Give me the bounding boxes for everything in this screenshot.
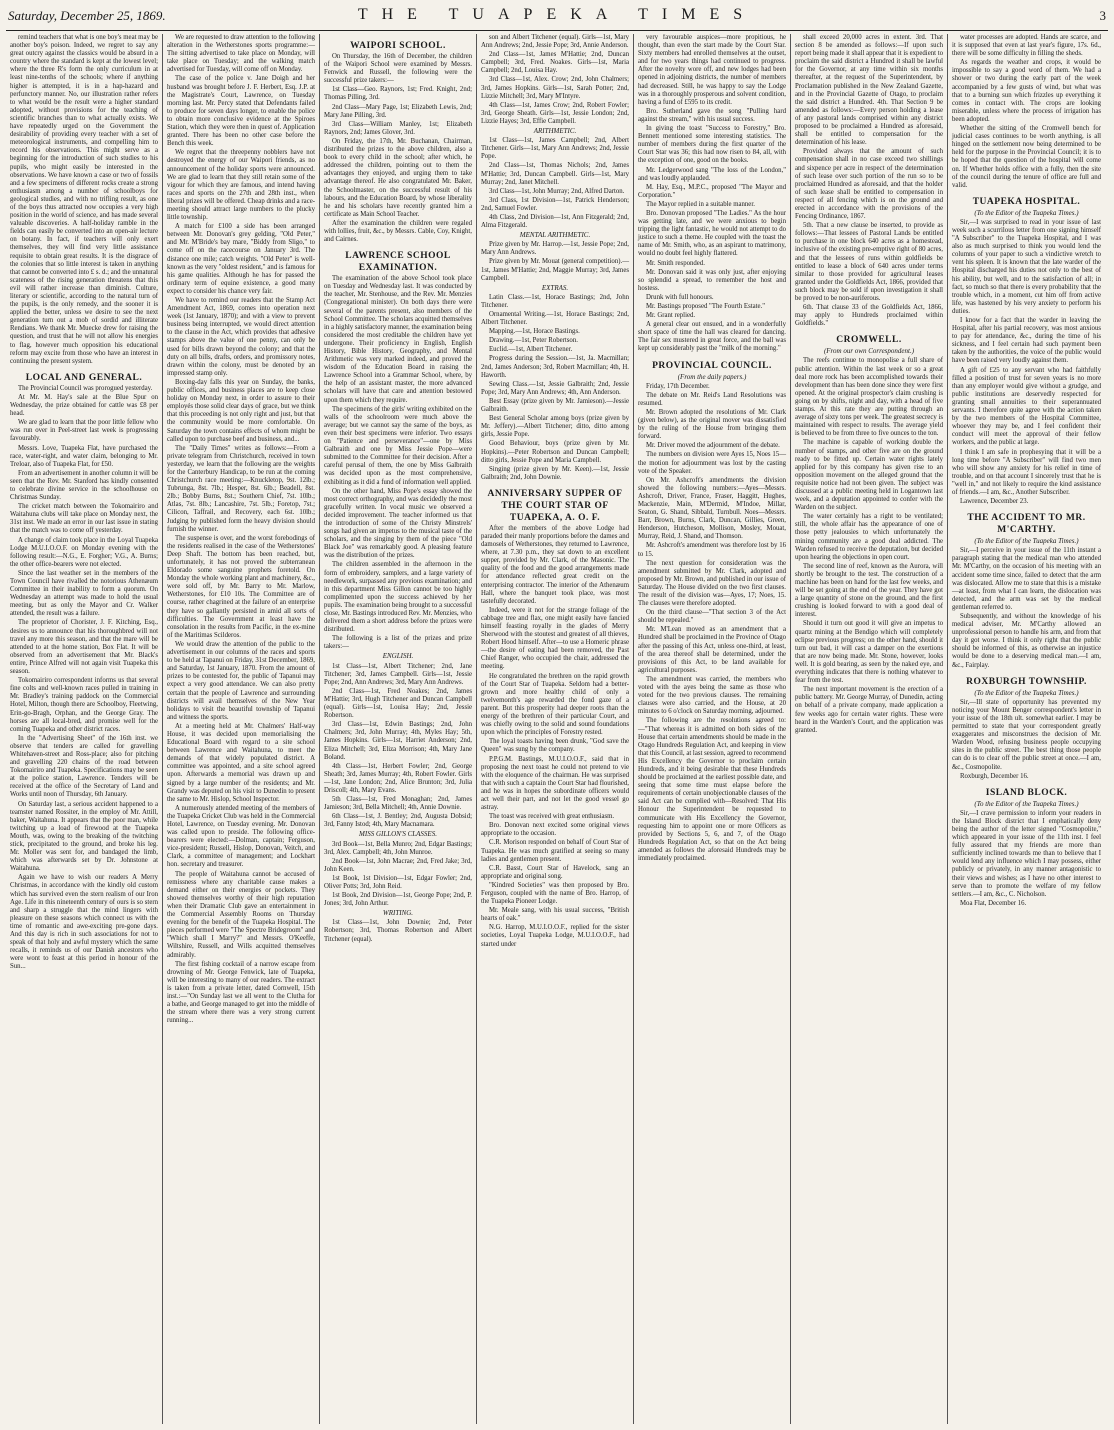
masthead-rule <box>6 30 1108 31</box>
article-paragraph: 6th. That clause 33 of the Goldfields Act, 1866, may apply to Hundreds proclaimed within Goldfields." <box>795 304 943 328</box>
article-paragraph: At Mr. M. Hay's sale at the Blue Spur on Wednesday, the prize obtained for cattle was £8 per head. <box>10 393 158 418</box>
article-paragraph: Sir,—I was surprised to read in your issue of last week such a scurrilous letter from one signing himself "A Subscriber" to the Tuapeka Hospital, and I was also as much surprised to think you would lend the columns of your paper to such a vindictive wretch to vent his spleen. It is known that the late warder of the Hospital discharged his duties not only to the best of his ability, but well, and to the satisfaction of all; in fact, so much so that there is every probability that the trouble which, in a moment, cut him off from active life, was hastened by his very anxiety to perform his duties. <box>952 218 1101 315</box>
article-paragraph: Mr. Donovan said it was only just, after enjoying so splendid a spread, to remember the host and hostess. <box>638 268 786 292</box>
column-5 <box>634 34 791 1424</box>
article-paragraph: Good Behaviour, boys (prize given by Mr. Hopkins).—Peter Robertson and Duncan Campbell; ditto girls, Jessie Pope and Maria Campbell. <box>481 440 629 464</box>
article-paragraph: On Friday, the 17th, Mr. Buchanan, Chairman, distributed the prizes to the above children, also a book to every child in the school; after which, he addressed the children, pointing out to them the advantages they enjoyed, and urging them to take advantage thereof. He also congratulated Mr. Baker, the Schoolmaster, on the successful result of his labours, and the Education Board, by whose liberality he and his scholars have recently granted him a certificate as Main School Teacher. <box>324 137 472 218</box>
article-paragraph: At a meeting held at Mr. Chalmers' Half-way House, it was decided upon memorialising the Educational Board with regard to a site school between Lawrence and Waitahuna, to meet the demands of that widely populated district. A committee was appointed, and a site school agreed upon. Afterwards a memorial was drawn up and signed by a large number of the residents; and Mr. Grandy was deputed on his visit to Dunedin to present the same to Mr. Hislop, School Inspector. <box>167 722 315 803</box>
article-paragraph: In the "Advertising Sheet" of the 16th inst. we observe that tenders are called for gravelling Whitehaven-street and Ross-place; also for pitching and gravelling 220 chains of the road between Tokomairiro and Tuapeka. Specifications may be seen at the police station, Lawrence. Tenders will be received at the office of the Secretary of Land and Works until noon of Thursday, 6th January. <box>10 734 158 799</box>
article-paragraph: Since the last weather set in the members of the Town Council have rivalled the notorious Athenæum Committee in their inability to form a quorum. On Wednesday an attempt was made to hold the usual meeting, but as only the Mayor and Cr. Walker attended, the result was a failure. <box>10 569 158 618</box>
article-paragraph: Sir,—I perceive in your issue of the 11th instant a paragraph stating that the medical man who attended Mr. M'Carthy, on the occasion of his meeting with an accident some time since, failed to detect that the arm was dislocated. Allow me to state that this is a mistake—at least, from what I can learn, the dislocation was detected, and the arm was set by the medical gentleman referred to. <box>952 547 1101 611</box>
article-paragraph: The second line of reef, known as the Aurora, will shortly be brought to the test. The construction of a machine has been on hand for the last few weeks, and will be set going at the end of the year. They have got a large quantity of stone on the ground, and the first crushing is looked forward to with a good deal of interest. <box>795 562 943 619</box>
article-paragraph: 2nd Book—1st, John Macrae; 2nd, Fred Jake; 3rd, John Keen. <box>324 857 472 873</box>
article-paragraph: Singing (prize given by Mr. Keen).—1st, Jessie Galbraith; 2nd, John Downie. <box>481 465 629 481</box>
article-subhead: (To the Editor of the Tuapeka Times.) <box>974 537 1079 546</box>
article-paragraph: Friday, 17th December. <box>646 382 710 390</box>
article-paragraph: 2nd Class—Mary Page, 1st; Elizabeth Lewis, 2nd; Mary Jane Pilling, 3rd. <box>324 103 472 119</box>
article-paragraph: Ornamental Writing.—1st, Horace Bastings; 2nd, Albert Titchener. <box>481 311 629 327</box>
article-paragraph: Prize given by Mr. Harrop.—1st, Jessie Pope; 2nd, Mary Ann Andrews. <box>481 241 629 257</box>
article-paragraph: 3rd Class—1st, Edwin Bastings; 2nd, John Chalmers; 3rd, John Murray; 4th, Myles Hay; 5th, James Hopkins. Girls—1st, Harriet Anderson; 2nd, Eliza Mitchell; 3rd, Eliza Morrison; 4th, Mary Jane Boland. <box>324 721 472 761</box>
article-paragraph: 4th Class—1st, Herbert Fowler; 2nd, George Sheath; 3rd, James Murray; 4th, Robert Fowler. Girls—1st, Jane London; 2nd, Alice Brunton; 3rd, Julia Driscoll; 4th, Mary Evans. <box>324 762 472 794</box>
article-paragraph: Mr. Meale sang, with his usual success, "British hearts of oak." <box>481 907 629 923</box>
article-paragraph: 1st Class—1st, James Campbell; 2nd, Albert Titchener. Girls—1st, Mary Ann Andrews; 2nd, Jessie Pope. <box>481 137 629 161</box>
article-paragraph: The following is a list of the prizes and prize takers:— <box>324 635 472 651</box>
article-paragraph: The people of Waitahuna cannot be accused of remissness where any charitable cause makes a demand either on their energies or pockets. They showed themselves worthy of their high reputation when their Dramatic Club gave an entertainment in the Commercial Assembly Rooms on Thursday evening for the benefit of the Tuapeka Hospital. The pieces performed were "The Spectre Bridegroom" and "Which shall I Marry?" and Messrs. O'Keeffe, Wiltshire, Russell, and Wills acquitted themselves admirably. <box>167 870 315 959</box>
article-paragraph: Tokomairiro correspondent informs us that several fine colts and well-known races pulled in training in Mr. Bradley's training paddock on the Commercial Hotel, Milton, though there are Schoolboy, Fleetwing, Erin-go-Bragh, Orphan, and the George Gray. The horses are all local-bred, and promise well for the coming Tuapeka and other district races. <box>10 677 158 733</box>
article-paragraph: A general clear out ensued, and in a wonderfully short space of time the hall was cleared for dancing. The fair sex mustered in great force, and the ball was kept up considerably past the "milk of the morning." <box>638 321 786 353</box>
article-paragraph: From an advertisement in another column it will be seen that the Rev. Mr. Stanford has kindly consented to celebrate divine service in the schoolhouse on Christmas Sunday. <box>10 469 158 502</box>
article-subhead: ARITHMETIC. <box>533 127 577 136</box>
article-paragraph: The "Daily Times" writes as follows:—From a private telegram from Christchurch, received in town yesterday, we learn that the following are the weights for the Canterbury Handicap, to be run at the coming Christchurch race meeting:—Knuckletop, 9st. 12lb.; Tubrunga, 8st. 7lb.; Hesper, 8st. 6lb.; Beadell, 8st. 2lb.; Bobby Burns, 8st.; Southern Chief, 7st. 10lb.; Atlas, 7st. 8lb.; Lancashire, 7st. 5lb.; Foretop, 7st.; Cilicon, Taffrail, and Recovery, each 6st. 10lb.; Judging by published form the heavy division should furnish the winner. <box>167 444 315 533</box>
article-paragraph: Latin Class.—1st, Horace Bastings; 2nd, John Titchener. <box>481 293 629 309</box>
article-subhead: (To the Editor of the Tuapeka Times.) <box>974 799 1079 808</box>
article-paragraph: The following are the resolutions agreed to:—"That whereas it is admitted on both sides of the House that certain amendments should be made in the Otago Hundreds Regulation Act, and keeping in view that this Council, at last session, agreed to recommend His Excellency the Governor to proclaim certain Hundreds, and it being desirable that these Hundreds should be proclaimed at the earliest possible date, and seeing that some time must elapse before the requirements of certain unobjectionable clauses of the said Act can be complied with—Resolved: That His Honour the Superintendent be requested to communicate with His Excellency the Governor, requesting him to appoint one or more Officers as provided by Sections 5, 6, and 7, of the Otago Hundreds Regulation Act, so that on the Act being amended as follows the aforesaid Hundreds may be immediately proclaimed. <box>638 717 786 862</box>
article-subhead: ENGLISH. <box>382 652 414 661</box>
article-paragraph: A change of claim took place in the Loyal Tuapeka Lodge M.U.I.O.O.F. on Monday evening with the following result:—N.G., E. Forgher; V.G., A. Burns; the other office-bearers were not elected. <box>10 536 158 568</box>
article-paragraph: The suspense is over, and the worst forebodings of the residents realised in the case of the Wetherstones' Deep Shaft. The bottom has been reached, but, unfortunately, it has not proved the subterranean Eldorado some sanguine prophets foretold. On Monday the whole working plant and machinery, &c., were sold off, by Mr. Barry to Mr. Marlow, Wetherstones, for £10 10s. The Committee are of course, rather chagrined at the failure of an enterprise they have so gallantly persisted in amid all sorts of difficulties. The Government at least have the consolation in the results from Pacific, in the ex-mine of the Maritimas Scilderos. <box>167 534 315 639</box>
article-paragraph: 1st Class—1st, Albert Titchener; 2nd, Jane Titchener; 3rd, James Campbell. Girls—1st, Jessie Pope; 2nd, Ann Andrews; 3rd, Mary Ann Andrews. <box>324 662 472 686</box>
article-paragraph: Provided always that the amount of such compensation shall in no case exceed two shillings and sixpence per acre in respect of the determination of such lease over such portion of the run so to be proclaimed Hundred as aforesaid, and that the holder of such lease shall be entitled to compensation in respect of all fencing which is on the ground and erected in accordance with the provisions of the Fencing Ordinance, 1867. <box>795 148 943 221</box>
article-paragraph: The Provincial Council was prorogued yesterday. <box>18 384 153 392</box>
article-paragraph: water processes are adopted. Hands are scarce, and it is supposed that even at last year's figure, 17s. 6d., there will be some difficulty in filling the sheds. <box>952 34 1101 58</box>
issue-date: Saturday, December 25, 1869. <box>8 8 166 23</box>
article-paragraph: On Thursday, the 16th of December, the children of the Waipori School were examined by Messrs. Fenwick and Russell, the following were the successful prize takers:— <box>324 53 472 85</box>
masthead <box>0 6 1114 28</box>
article-paragraph: 6th Class—1st, J. Bentley; 2nd, Augusta Dobsid; 3rd, Fanny Istod; 4th, Mary Macnamara. <box>324 813 472 829</box>
article-paragraph: Roxburgh, December 16. <box>960 772 1029 780</box>
article-paragraph: M. Hay, Esq., M.P.C., proposed "The Mayor and Corporation." <box>638 183 786 199</box>
article-paragraph: Drawing.—1st, Peter Robertson. <box>489 337 578 345</box>
article-paragraph: Prize given by Mr. Mouat (general competition).—1st, James M'Hattie; 2nd, Maggie Murray; 3rd, James Campbell. <box>481 258 629 282</box>
article-paragraph: Best General Scholar among boys (prize given by Mr. Jeffery).—Albert Titchener; ditto, ditto among girls, Jessie Pope. <box>481 415 629 439</box>
article-headline: LOCAL AND GENERAL. <box>25 372 143 383</box>
article-paragraph: We are requested to draw attention to the following alteration in the Wetherstones sports programme:—The sitting advertised to take place on Monday, will take place on Tuesday; and the walking match advertised for Tuesday, will come off on Monday. <box>167 34 315 74</box>
article-subhead: (To the Editor of the Tuapeka Times.) <box>974 208 1079 217</box>
article-paragraph: Mr. Brown adopted the resolutions of Mr. Clark (given below), as the original mover was dissatisfied by the ruling of the House from bringing them forward. <box>638 408 786 441</box>
article-paragraph: Euclid.—1st, Albert Titchener. <box>489 346 573 354</box>
article-paragraph: remind teachers that what is one boy's meat may be another boy's poison. Indeed, we regret to say any great outcry against the classics would be absurd in a country where the standard is kept at the lowest level; where the three R's form the only curriculum in at least nine-tenths of the schools; where if anything higher is attempted, it is in a hap-hazard and perfunctory manner. No, our illustration rather refers to what would be the result were a higher standard adopted, without provisions for the teaching of scientific branches than to what actually exists. We have repeatedly urged on the Government the desirability of providing every teacher with a set of meteorological instruments, and compelling him to record his observations. This might serve as a beginning for the introduction of such studies to his pupils, who might easily be interested in the observations. We have known a case or two of fossils and a few specimens of different rocks create a strong enthusiasm among a number of schoolboys for geological studies, and with no trifling result, as one of the boys thus attracted now occupies a very high position in the world of science, and has made several valuable discoveries. A half-holiday ramble in the fields can easily be converted into an open-air lecture on botany. In fact, if teachers will only exert themselves, they will find very little assistance requisite to obtain great results. It is the disgrace of the colonies that so little interest is taken in anything that cannot be converted into £ s. d.; and the unnatural scateness of the rising generation threatens that this evil will rather increase than diminish. Culture, literary or scientific, according to the natural turn of the pupils, is the only remedy, and the sooner it is applied the better, unless we desire to see the next generation turn out a mob of sordid and illiterate Rendians. We thank Mr. Muecke drew for raising the question, and trust that he will not allow his energies to flag, however much opposition his educational reform may excite from those who have an interest in continuing the present system. <box>10 34 158 365</box>
article-subhead: (From the daily papers.) <box>677 372 747 381</box>
article-headline: ROXBURGH TOWNSHIP. <box>966 676 1087 687</box>
article-paragraph: The machine is capable of working double the number of stamps, and other five are on the ground ready to be fitted up. Certain water rights lately applied for by this company has given rise to an opposition movement on the alleged ground that the requisite notice had not been given. The subject was discussed at a public meeting held in Logantown last week, and a deputation appointed to confer with the Warden on the subject. <box>795 439 943 512</box>
article-paragraph: Subsequently, and without the knowledge of his medical adviser, Mr. M'Carthy allowed an unprofessional person to handle his arm, and from that day it got worse. I think it only right that the public should be informed of this, as otherwise an injustice would be done to a deserving medical man.—I am, &c., Fairplay. <box>952 613 1101 669</box>
column-3 <box>320 34 477 1424</box>
article-paragraph: A gift of £25 to any servant who had faithfully filled a position of trust for seven years is no more than any employer would give without a grudge, and public institutions are deservedly respected for granting small annuities to their superannuated servants. I therefore quite agree with the action taken by the two members of the Hospital Committee, whoever they may be, and I feel confident their conduct will meet the approval of their fellow workers, and the public at large. <box>952 366 1101 447</box>
article-subhead: MENTAL ARITHMETIC. <box>519 231 591 240</box>
article-paragraph: The examination of the above School took place on Tuesday and Wednesday last. It was conducted by the teacher, Mr. Stenhouse, and the Rev. Mr. Menzies (Congregational minister). On both days there were several of the parents present, also members of the School Committee. The scholars acquitted themselves in a highly satisfactory manner, the examination being considered the most creditable the children have yet undergone. Their proficiency in English, English History, Bible History, Geography, and Mental Arithmetic was very marked indeed, and proved the wisdom of the Education Board in raising the Lawrence School into a Grammar School, where, by the help of an assistant master, the more advanced scholars will have that care and attention bestowed upon them which they require. <box>324 275 472 404</box>
article-paragraph: 3rd Class—William Manley, 1st; Elizabeth Raynors, 2nd; James Glover, 3rd. <box>324 120 472 136</box>
article-subhead: EXTRAS. <box>541 283 569 292</box>
article-paragraph: The numbers on division were Ayes 15, Noes 15—the motion for adjournment was lost by the casting vote of the Speaker. <box>638 451 786 475</box>
article-paragraph: 1st Class—Geo. Raynors, 1st; Fred. Knight, 2nd; Thomas Pilling, 3rd. <box>324 86 472 102</box>
article-paragraph: 2nd Class—1st, Fred Noakes; 2nd, James M'Hattie; 3rd, Hugh Titchener and Duncan Campbell (equal). Girls—1st, Louisa Hay; 2nd, Jessie Robertson. <box>324 687 472 720</box>
column-2 <box>163 34 320 1424</box>
article-paragraph: On the third clause—"That section 3 of the Act should be repealed." <box>638 609 786 625</box>
article-paragraph: Sewing Class.—1st, Jessie Galbraith; 2nd, Jessie Pope; 3rd, Mary Ann Andrews; 4th, Ann Anderson. <box>481 380 629 396</box>
article-paragraph: A numerously attended meeting of the members of the Tuapeka Cricket Club was held in the Commercial Hotel, Lawrence, on Tuesday evening. Mr. Donovan was called upon to preside. The following office-bearers were elected:—Dolman, captain; Ferguson, vice-president; Russell, Hislop, Donovan, Veitch, and Clark, a committee of management; and Lockhart hon. secretary and treasurer. <box>167 804 315 869</box>
article-subhead: (From our own Correspondent.) <box>823 347 915 356</box>
article-paragraph: The debate on Mr. Reid's Land Resolutions was resumed. <box>638 391 786 407</box>
article-paragraph: On the other hand, Miss Pope's essay showed the most correct orthography, and was decidedly the most gracefully written. In vocal music we observed a decided improvement. The teacher informed us that the introduction of some of the Christy Minstrels' songs had given an impetus to the musical taste of the scholars, and the singing by them of the piece "Old Black Joe" was remarkably good. A pleasing feature was the distribution of the prizes. <box>324 487 472 560</box>
article-paragraph: 1st Book, 1st Division—1st, Edgar Fowler; 2nd, Oliver Potts; 3rd, John Reid. <box>324 874 472 890</box>
article-paragraph: shall exceed 20,000 acres in extent. 3rd. That section 8 be amended as follows:—If upon such report being made it shall appear that it is expedient to proclaim the said district a Hundred it shall be lawful for the Governor, at any time within six months thereafter, at the request of the Superintendent, by Proclamation published in the New Zealand Gazette, and in the Provincial Gazette of Otago, to proclaim the said district a Hundred. 4th. That Section 9 be amended as follows:—Every person holding a lease of any pastoral lands comprised within any district proposed to be proclaimed a Hundred as aforesaid, shall be entitled to compensation for the determination of his lease. <box>795 34 943 147</box>
article-paragraph: Mapping.—1st, Horace Bastings. <box>489 328 580 336</box>
article-subhead: MISS GILLON'S CLASSES. <box>359 830 437 839</box>
article-paragraph: Bro. Sutherland gave the song "Pulling hard against the stream," with his usual success. <box>638 107 786 123</box>
article-paragraph: 5th. That a new clause be inserted, to provide as follows:—That lessees of Pastoral Lands be entitled to purchase in one block 640 acres as a homestead, inclusive of the existing pre-emptive right of 80 acres, and that the lessees of runs within goldfields be entitled to lease a block of 640 acres under terms similar to those provided for agricultural leases granted under the Goldfields Act, 1866, provided that such block may be sold if upon investigation it shall be proved to be non-auriferous. <box>795 222 943 302</box>
article-paragraph: We have to remind our readers that the Stamp Act Amendment Act, 1869, comes into operation next week (1st January, 1870); and with a view to prevent business being interrupted, we would direct attention to the clause in the Act, which provides that adhesive stamps above the value of one penny, can only be used for bills drawn beyond the colony; and that the duty on all bills, drafts, orders, and promissory notes, drawn within the colony, must be denoted by an impressed stamp only. <box>167 297 315 377</box>
article-paragraph: 1st Class—1st, John Downie; 2nd, Peter Robertson; 3rd, Thomas Robertson and Albert Titchener (equal). <box>324 919 472 943</box>
article-paragraph: The proprietor of Chorister, J. F. Kitching, Esq., desires us to announce that his thoroughbred will not travel any more this season, and that the mare will be attended to at the home station, Box Flat. It will be observed from an advertisement that Mr. Black's entire, Prince Alfred will not again visit Tuapeka this season. <box>10 619 158 676</box>
article-paragraph: Boxing-day falls this year on Sunday, the banks, public offices, and business places are to keep close holiday on Monday next, in order to assure to their employés those solid clear days of grace, but we think that this proceeding is not only right and just, but that the community would be more comfortable. On Saturday the town contains effects of whom might be called upon to purchase beef and business, and... <box>167 378 315 443</box>
article-paragraph: Drunk with full honours. <box>646 293 714 301</box>
article-paragraph: The children assembled in the afternoon in the form of embroidery, samplers, and a large variety of needlework, surpassed any previous examination; and in this department Miss Gillon cannot be too highly complimented upon the success achieved by her pupils. The examination being brought to a successful close, Mr. Bastings introduced Rev. Mr. Menzies, who delivered them a short address before the prizes were distributed. <box>324 561 472 634</box>
article-paragraph: Mr. M'Lean moved as an amendment that a Hundred shall be proclaimed in the Province of Otago after the passing of this Act, unless one-third, at least, of the area thereof shall be determined, under the provisions of this Act, to be land available for agricultural purposes. <box>638 626 786 674</box>
article-paragraph: 4th Class—1st, James Crow; 2nd, Robert Fowler; 3rd, George Sheath. Girls—1st, Jessie London; 2nd, Lizzie Hayes; 3rd, Effie Campbell. <box>481 101 629 125</box>
article-paragraph: On Mr. Ashcroft's amendments the division showed the following numbers:—Ayes—Messrs. Ashcroft, Driver, France, Fraser, Haggitt, Hughes, Mackenzie, Main, M'Dermid, M'Indoe, Millar, Seaton, G. Shand, Sibbald, Turnbull. Noes—Messrs. Barr, Brown, Burns, Clark, Duncan, Gillies, Green, Henderson, Hutcheson, Mollison, Mosley, Mouat, Murray, Reid, J. Shand, and Thomson. <box>638 476 786 541</box>
article-columns <box>6 34 1108 1424</box>
article-headline: THE ACCIDENT TO MR. M'CARTHY. <box>967 513 1086 536</box>
article-headline: TUAPEKA HOSPITAL. <box>972 196 1081 207</box>
article-paragraph: Lawrence, December 23. <box>960 498 1029 506</box>
article-paragraph: We are glad to learn that the poor little fellow who was run over in Peel-street last week is progressing favourably. <box>10 419 158 443</box>
article-paragraph: I think I am safe in prophesying that it will be a long time before "A Subscriber" will find two men who will show any anxiety for his relief in time of trouble, and on that account I sincerely trust that he is "well in," and not likely to require the kind assistance of friends.—I am, &c., Another Subscriber. <box>952 448 1101 496</box>
article-paragraph: A match for £100 a side has been arranged between Mr. Donovan's grey gelding, "Old Peter," and Mr. M'Bride's bay mare, "Biddy from Sligo," to come off on the racecourse on January 3rd. The distance one mile; catch weights. "Old Peter" is well-known as the very "oldest resident," and is famous for his game qualities. Although he has for passed the ordinary term of equine existence, a good many expect to consider his chance very fair. <box>167 223 315 295</box>
article-paragraph: On Saturday last, a serious accident happened to a teamster named Rossiter, in the employ of Mr. Attill, baker, Waitahuna. It appears that the poor man, while twitching up a load of firewood at the Tuapeka Mouth, was, owing to the breaking of the twitching stick, precipitated to the ground, and broke his leg. Mr. Moller was sent for, and bandaged the limb, which was afterwards set by Dr. Johnstone at Waitahuna. <box>10 800 158 873</box>
article-paragraph: Mr. Bastings proposed "The Fourth Estate." <box>646 303 766 310</box>
article-paragraph: Messrs. Love, Tuapeka Flat, have purchased the race, water-right, and water claim, belonging to Mr. Treloar, also of Tuapeka Flat, for £50. <box>10 444 158 468</box>
article-paragraph: 3rd Class—1st, Alex. Crow; 2nd, John Chalmers; 3rd, James Hopkins. Girls—1st, Sarah Potter; 2nd, Lizzie Mitchell; 3rd, Mary M'Intyre. <box>481 76 629 100</box>
article-paragraph: 2nd Class—1st, James M'Hattie; 2nd, Duncan Campbell; 3rd, Fred. Noakes. Girls—1st, Maria Campbell; 2nd, Louisa Hay. <box>481 51 629 75</box>
article-paragraph: 3rd Class—1st, John Murray; 2nd, Alfred Darton. <box>489 187 625 195</box>
article-paragraph: The next important movement is the erection of a public battery. Mr. George Murray, of Dunedin, acting on behalf of a private company, made application a few weeks ago for certain water rights. These were heard in the Warden's Court, and the application was granted. <box>795 686 943 734</box>
article-paragraph: Best Essay (prize given by Mr. Jamieson).—Jessie Galbraith. <box>481 397 629 414</box>
column-6 <box>791 34 948 1424</box>
article-paragraph: Sir,—Ill state of opportunity has prevented my noticing your Mount Benger correspondent's letter in your issue of the 18th ult. somewhat earlier. I may be permitted to state that your correspondent greatly exaggerates and misconstrues the decision of Mr. Warden Wood, refusing business people occupying sites in the public street. The best thing those people can do is to clear off the public street at once.—I am, &c., Cosmopolite. <box>952 698 1101 771</box>
article-headline: PROVINCIAL COUNCIL. <box>652 360 772 371</box>
article-headline: CROMWELL. <box>836 335 902 346</box>
article-paragraph: Mr. Smith responded. <box>646 259 705 267</box>
article-paragraph: N.G. Harrop, M.U.I.O.O.F., replied for the sister societies, Loyal Tuapeka Lodge, M.U.I.O.O.F., had started under <box>481 924 629 948</box>
article-paragraph: very favourable auspices—more propitious, he thought, than even the start made by the Court Star. Sixty members had enrolled themselves at the outset, and for two years things had continued to progress. After the novelty wore off, and new lodges had been opened in adjoining districts, the number of members had decreased. Still, he was happy to say the Lodge was in a thoroughly prosperous and solvent condition, having a fund of £595 to its credit. <box>638 34 786 106</box>
column-4 <box>477 34 634 1424</box>
article-paragraph: Mr. Driver moved the adjournment of the debate. <box>646 442 780 450</box>
article-paragraph: After the examination the children were regaled with lollies, fruit, &c., by Messrs. Cable, Coy, Knight, and Cairnes. <box>324 219 472 244</box>
article-paragraph: 3rd Class, 1st Division—1st, Patrick Henderson; 2nd, Samuel Fowler. <box>481 196 629 212</box>
article-paragraph: The case of the police v. Jane Doigh and her husband was brought before J. F. Herbert, Esq. J.P. at the Magistrate's Court, Lawrence, on Tuesday morning last. Mr. Percy stated that Defendants failed to produce for seven days longer, to enable the police to obtain more conclusive evidence at the Spiroes Station, which they were then in quest of. Application granted. There has been no other case before the Bench this week. <box>167 75 315 148</box>
article-paragraph: Mr. Ashcroft's amendment was therefore lost by 16 to 15. <box>638 542 786 558</box>
article-headline: WAIPORI SCHOOL. <box>350 41 446 51</box>
article-subhead: WRITING. <box>382 909 414 918</box>
article-paragraph: C.R. Morison responded on behalf of Court Star of Tuapeka. He was much gratified at seeing so many ladies and gentlemen present. <box>481 839 629 863</box>
article-paragraph: As regards the weather and crops, it would be impossible to say a good word of them. We had a shower or two during the early part of the week accompanied by a few gusts of wind, but what was that to a burning sun which frizzles up everything it comes in contact with. The crops are looking miserable, unless where the process of irrigation has been adopted. <box>952 59 1101 123</box>
newspaper-title: THE TUAPEKA TIMES <box>357 6 757 23</box>
article-paragraph: Bro. Donovan next excited some original views appropriate to the occasion. <box>481 822 629 838</box>
article-paragraph: After the members of the above Lodge had paraded their manly proportions before the dames and damosels of Wetherstones, they returned to Lawrence, where, at 7.30 p.m., they sat down to an excellent supper, provided by Mr. Clark, of the Masonic. The quality of the food and the good arrangements made for attendance reflected great credit on the enterprising contractor. The interior of the Athenæum Hall, where the banquet took place, was most tastefully decorated. <box>481 524 629 605</box>
article-paragraph: 2nd Class—1st, Thomas Nichols; 2nd, James M'Hattie; 3rd, Duncan Campbell. Girls—1st, Mary Murray; 2nd, Janet Mitchell. <box>481 162 629 186</box>
article-paragraph: 4th Class, 2nd Division—1st, Ann Fitzgerald; 2nd, Alma Fitzgerald. <box>481 213 629 230</box>
article-paragraph: Indeed, were it not for the strange foliage of the cabbage tree and flax, one might easily have fancied himself feasting royally in the glades of Merry Sherwood with the stoutest and greatest of all thieves, Robert Hood himself. After—to use a Homeric phrase—the desire of eating had been removed, the Past Chief Ranger, who occupied the chair, addressed the meeting. <box>481 606 629 671</box>
article-paragraph: Should it turn out good it will give an impetus to quartz mining at the Bendigo which will completely eclipse previous progress; on the other hand, should it turn out bad, it will cast a damper on the exertions that are now being made. Mr. Stone, however, looks well. It is gold bearing, as seen by the naked eye, and everything indicates that there is nothing whatever to fear from the test. <box>795 620 943 685</box>
article-paragraph: The loyal toasts having been drunk, "God save the Queen" was sung by the company. <box>481 738 629 754</box>
article-headline: LAWRENCE SCHOOL EXAMINATION. <box>345 251 451 274</box>
column-7 <box>948 34 1105 1424</box>
article-paragraph: 1st Book, 2nd Division—1st, George Pope; 2nd, P. Jones; 3rd, John Arthur. <box>324 892 472 908</box>
article-paragraph: Mr. Grant replied. <box>646 312 696 320</box>
article-paragraph: Mr. Ledgerwood sang "The loss of the London," and was loudly applauded. <box>638 166 786 182</box>
article-paragraph: The Mayor replied in a suitable manner. <box>646 200 755 208</box>
article-paragraph: He congratulated the brethren on the rapid growth of the Court Star of Tuapeka. Seldom had a better-grown and more healthy child of only a twelvemonth's age rewarded the fond gaze of a parent. But this prosperity had deeper roots than the energy of the brethren of their particular Court, and was chiefly owing to the solid and sound foundations upon which the principles of Forestry rested. <box>481 672 629 737</box>
article-paragraph: The first fishing cocktail of a narrow escape from drowning of Mr. George Fenwick, late of Tuapeka, will be interesting to many of our readers. The extract is taken from a private letter, dated Cornwell, 15th inst.:—"On Sunday last we all went to the Clutha for a bathe, and George managed to get into the middle of the stream where there was a very strong current running... <box>167 960 315 1025</box>
article-headline: ANNIVERSARY SUPPER OF THE COURT STAR OF TUAPEKA, A. O. F. <box>487 488 623 523</box>
article-paragraph: 5th Class—1st, Fred Monaghan; 2nd, James Jamieson; 3rd, Bella Mitchell; 4th, Annie Downie. <box>324 796 472 812</box>
article-paragraph: The next question for consideration was the amendment submitted by Mr. Clark, adopted and proposed by Mr. Brown, and published in our issue of Saturday. The House divided on the two first clauses. The result of the division was—Ayes, 17; Noes, 15. The clauses were therefore adopted. <box>638 559 786 608</box>
article-paragraph: "Kindred Societies" was then proposed by Bro. Ferguson, coupled with the name of Bro. Harrop, of the Tuapeka Pioneer Lodge. <box>481 881 629 906</box>
article-paragraph: Sir,—I crave permission to inform your readers in the Island Block district that I emphatically deny being the author of the letter signed "Cosmopolite," which appeared in your issue of the 11th inst. I feel fully assured that my friends are more than sufficiently inclined towards me than to believe that I would lend any influence which I may possess, either publicly or privately, in any manner antagonistic to their views and wishes; as I have no other interest to serve than to promote the welfare of my fellow settlers.—I am, &c., C. Nicholson. <box>952 809 1101 898</box>
article-paragraph: The reefs continue to monopolise a full share of public attention. Within the last week or so a great deal more rock has been accomplished towards their development than has been done since they were first opened. At the original prospector's claim crushing is going on by shifts, night and day, with a head of five stamps. At this rate they are putting through an average of sixty tons per week. The greatest secrecy is maintained with respect to results. The average yield is believed to be from three to five ounces to the ton. <box>795 357 943 438</box>
article-paragraph: Progress during the Session.—1st, Ja. Macmillan; 2nd, James Anderson; 3rd, Robert Macmillan; 4th, H. Haworth. <box>481 355 629 379</box>
page-number: 3 <box>1099 8 1106 23</box>
article-paragraph: P.P.G.M. Bastings, M.U.I.O.O.F., said that in proposing the next toast he could not pretend to vie with the eloquence of the chairman. He was surprised that with such a captain the Court Star had flourished, and he was in hopes the subordinate officers would act well their part, and not let the good vessel go astray. <box>481 755 629 812</box>
article-paragraph: I know for a fact that the warder in leaving the Hospital, after his partial recovery, was most anxious to pay for attendance, &c., during the time of his sickness, and I feel certain had such payment been taken by the authorities, the voice of the public would have been raised very loudly against them. <box>952 317 1101 365</box>
article-paragraph: C.R. Basst, Court Star of Havelock, sang an appropriate and original song. <box>481 864 629 880</box>
article-paragraph: Again we have to wish our readers A Merry Christmas, in accordance with the kindly old custom which has survived even the stern realism of our Iron Age. Life in this nineteenth century of ours is so stern and sharp a struggle that the mind lingers with pleasure on these seasons which connect us with the time of romantic and awe-exciting pre-gone days. And this day is rich in such associations for not to speak of that holy and awful mystery which the same recalls, it reminds us of our Danish ancestors who were wont to feast at this period in honour of the Sun... <box>10 874 158 971</box>
article-paragraph: son and Albert Titchener (equal). Girls—1st, Mary Ann Andrews; 2nd, Jessie Pope; 3rd, Annie Anderson. <box>481 34 629 50</box>
article-paragraph: In giving the toast "Success to Forestry," Bro. Bennett mentioned some interesting statistics. The number of members during the first quarter of the Court Star was 36; this had now risen to 84, all, with the exception of one, good on the books. <box>638 125 786 165</box>
article-paragraph: Moa Flat, December 16. <box>960 899 1027 907</box>
article-paragraph: 3rd Book—1st, Bella Munro; 2nd, Edgar Bastings; 3rd, Alex. Campbell; 4th, John Munroe. <box>324 840 472 856</box>
article-paragraph: We regret that the threepenny nobblers have not destroyed the energy of our Waipori friends, as no announcement of the holiday sports were announced. We are glad to learn that they still retain some of the vigour for which they are famous, and intend having races and sports on the 27th and 28th inst., when liberal prizes will be offered. Cheap drinks and a race-meeting should attract large numbers to the plucky little township. <box>167 149 315 222</box>
article-paragraph: We would draw the attention of the public to the advertisement in our columns of the races and sports to be held at Tapanui on Friday, 31st December, 1869, and Saturday, 1st January, 1870. From the amount of prizes to be contested for, the public of Tapanui may expect a very good attendance. We can also pretty certain that the people of Lawrence and surrounding districts will avail themselves of the New Year holidays to visit the beautiful township of Tapanui and witness the sports. <box>167 640 315 721</box>
article-paragraph: The cricket match between the Tokomairiro and Waitahuna clubs will take place on Monday next, the 31st inst. We made an error in our last issue in stating that the match was to come off yesterday. <box>10 503 158 535</box>
article-paragraph: The toast was received with great enthusiasm. <box>489 813 615 821</box>
article-paragraph: The water certainly has a right to be ventilated; still, the whole affair has the appearance of one of those petty jealousies to which unfortunately the mining community are a good deal addicted. The Warden refused to receive the deputation, but decided upon hearing the objections in open court. <box>795 513 943 561</box>
article-subhead: (To the Editor of the Tuapeka Times.) <box>974 688 1079 697</box>
article-paragraph: Bro. Donovan proposed "The Ladies." As the hour was getting late, and we were anxious to begin tripping the light fantastic, he would not attempt to do justice to such a theme. He coupled with the toast the name of Mr. Smith, who, as an aspirant to matrimony, would no doubt feel highly flattered. <box>638 209 786 258</box>
article-paragraph: Whether the sitting of the Cromwell bench for judicial cases continues to be worth anything, is all hinged on the settlement now being determined to be held for the purpose in the Provincial Council; it is to be hoped that the question of the hospital will come on. If Whether holds office with a fully, then the site of the council during the tenure of office are full and valid. <box>952 125 1101 189</box>
article-headline: ISLAND BLOCK. <box>985 787 1068 798</box>
column-1 <box>6 34 163 1424</box>
article-paragraph: The amendment was carried, the members who voted with the ayes being the same as those who voted for the two previous clauses. The remaining clauses were also carried, and the House, at 20 minutes to 6 o'clock on Saturday morning, adjourned. <box>638 675 786 716</box>
article-paragraph: The specimens of the girls' writing exhibited on the walls of the schoolroom were much above the average; but we cannot say the same of the boys, as even their best specimens were inferior. Two essays on "Patience and perseverance"—one by Miss Galbraith and one by Miss Jessie Pope—were submitted to the Committee for their decision. After a careful perusal of them, the one by Miss Galbraith was decided upon as the most comprehensive, exhibiting as it did a fund of information well applied. <box>324 405 472 486</box>
